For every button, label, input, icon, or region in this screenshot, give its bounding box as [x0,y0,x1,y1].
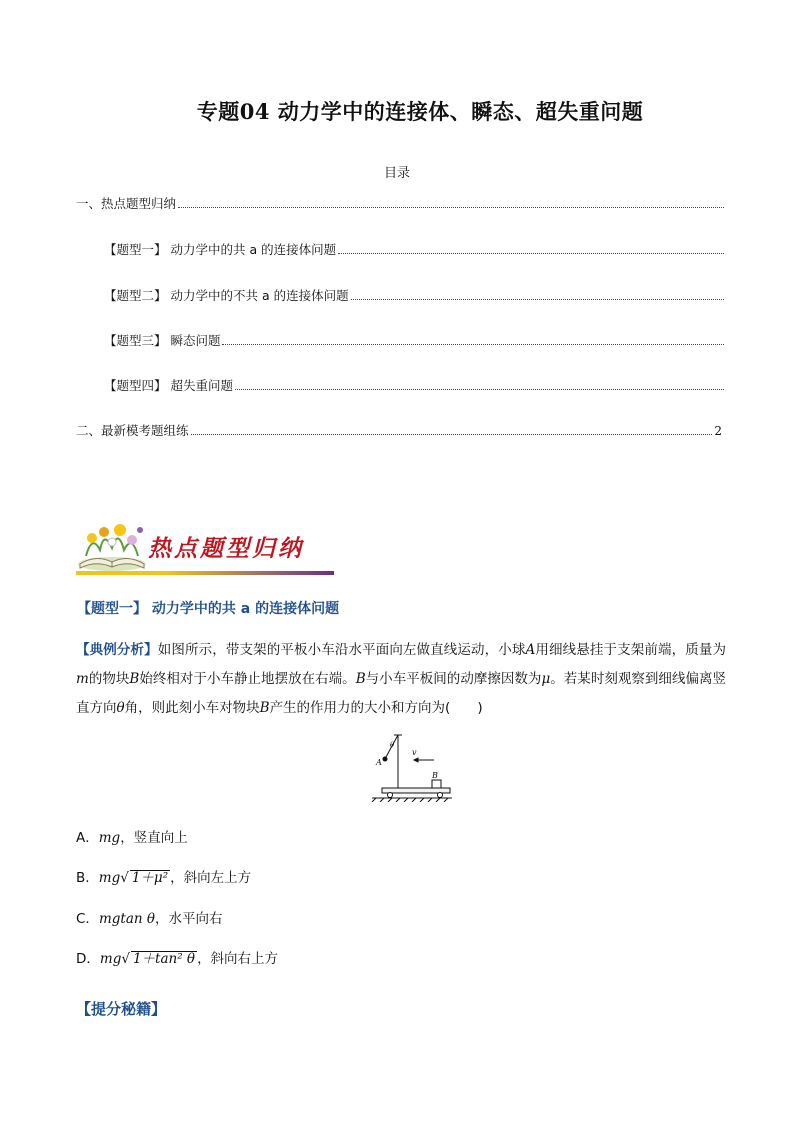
hot-types-banner: 热点题型归纳 [148,535,304,562]
option-text: ，水平向右 [154,911,223,927]
option-expr: mg [99,951,122,967]
toc-entry-label: 一、热点题型归纳 [76,196,177,211]
option-letter: A． [76,830,99,846]
toc-leader-dots [222,343,724,345]
var-a: A [525,642,536,658]
toc-leader-dots [235,388,724,390]
figure-label-v: v [412,748,417,757]
var-b: B [259,700,270,716]
toc-entry-label: 【题型四】 超失重问题 [104,378,233,393]
section-bracket-label: 【题型一】 [77,601,147,617]
option-expr: mg [98,830,121,846]
option-text: ，斜向右上方 [197,951,279,967]
toc-page-number: 2 [714,424,722,438]
figure-label-theta: θ [390,741,395,749]
option-fn: tan θ [120,911,155,927]
tips-heading: 【提分秘籍】 [76,1000,167,1018]
example-text: 如图所示，带支架的平板小车沿水平面向左做直线运动，小球 [157,642,526,658]
toc-leader-dots [338,252,724,254]
section-title: 动力学中的共 a 的连接体问题 [147,601,340,617]
toc-entry-label: 二、最新模考题组练 [76,423,189,438]
var-theta: θ [116,700,125,716]
option-expr: mg [98,870,121,886]
book-flower-illustration [74,520,150,574]
option-letter: D． [76,951,100,967]
toc-leader-dots [178,206,724,208]
toc-entry-type-2[interactable] [104,286,726,304]
figure-label-b: B [432,771,438,780]
pendulum-ball [383,757,388,762]
section-heading-type-1 [77,598,339,618]
example-text: 。若某时刻观察到细线偏离竖直方向 [76,671,727,716]
toc-entry-label: 【题型一】 动力学中的共 a 的连接体问题 [104,242,337,257]
sqrt-radicand: 1＋tan² θ [132,951,196,967]
example-text: 用细线悬挂于支架前端，质量为 [535,642,727,658]
cart-pendulum-figure [354,728,458,802]
example-text: 的物块 [88,671,130,687]
toc-entry-label: 【题型二】 动力学中的不共 a 的连接体问题 [104,288,349,303]
option-letter: B． [76,870,99,886]
option-a[interactable] [76,826,188,846]
example-text: 角，则此刻小车对物块 [124,700,260,716]
example-paragraph [76,636,726,723]
toc-leader-dots [351,298,724,300]
example-tag: 【典例分析】 [76,642,158,658]
option-letter: C． [76,911,99,927]
option-expr: mg [98,911,121,927]
toc-heading: 目录 [383,166,410,181]
sqrt-sign: √ [121,951,130,967]
toc-entry-type-3[interactable] [104,331,726,349]
toc-leader-dots [191,433,713,435]
banner-underline [76,571,334,575]
option-text: ，斜向左上方 [170,870,252,886]
option-text: ，竖直向上 [120,830,188,846]
option-b[interactable] [76,866,251,886]
toc-entry-latest-exercises[interactable] [76,421,722,439]
sqrt-radicand: 1＋μ² [131,870,169,886]
var-m: m [76,671,89,687]
toc-entry-type-1[interactable] [104,240,726,258]
example-text: 始终相对于小车静止地摆放在右端。 [139,671,356,687]
figure-label-a: A [376,758,382,767]
example-text: 产生的作用力的大小和方向为( ) [269,700,483,716]
var-b: B [355,671,366,687]
toc-entry-hot-types[interactable] [76,194,726,212]
toc-entry-label: 【题型三】 瞬态问题 [104,333,221,348]
example-text: 与小车平板间的动摩擦因数为 [365,671,542,687]
option-c[interactable] [76,907,222,927]
var-mu: μ [541,671,551,687]
toc-entry-type-4[interactable] [104,376,726,394]
page-title: 专题04 动力学中的连接体、瞬态、超失重问题 [196,99,644,124]
var-b: B [129,671,140,687]
sqrt-sign: √ [120,870,129,886]
option-d[interactable] [76,947,278,967]
